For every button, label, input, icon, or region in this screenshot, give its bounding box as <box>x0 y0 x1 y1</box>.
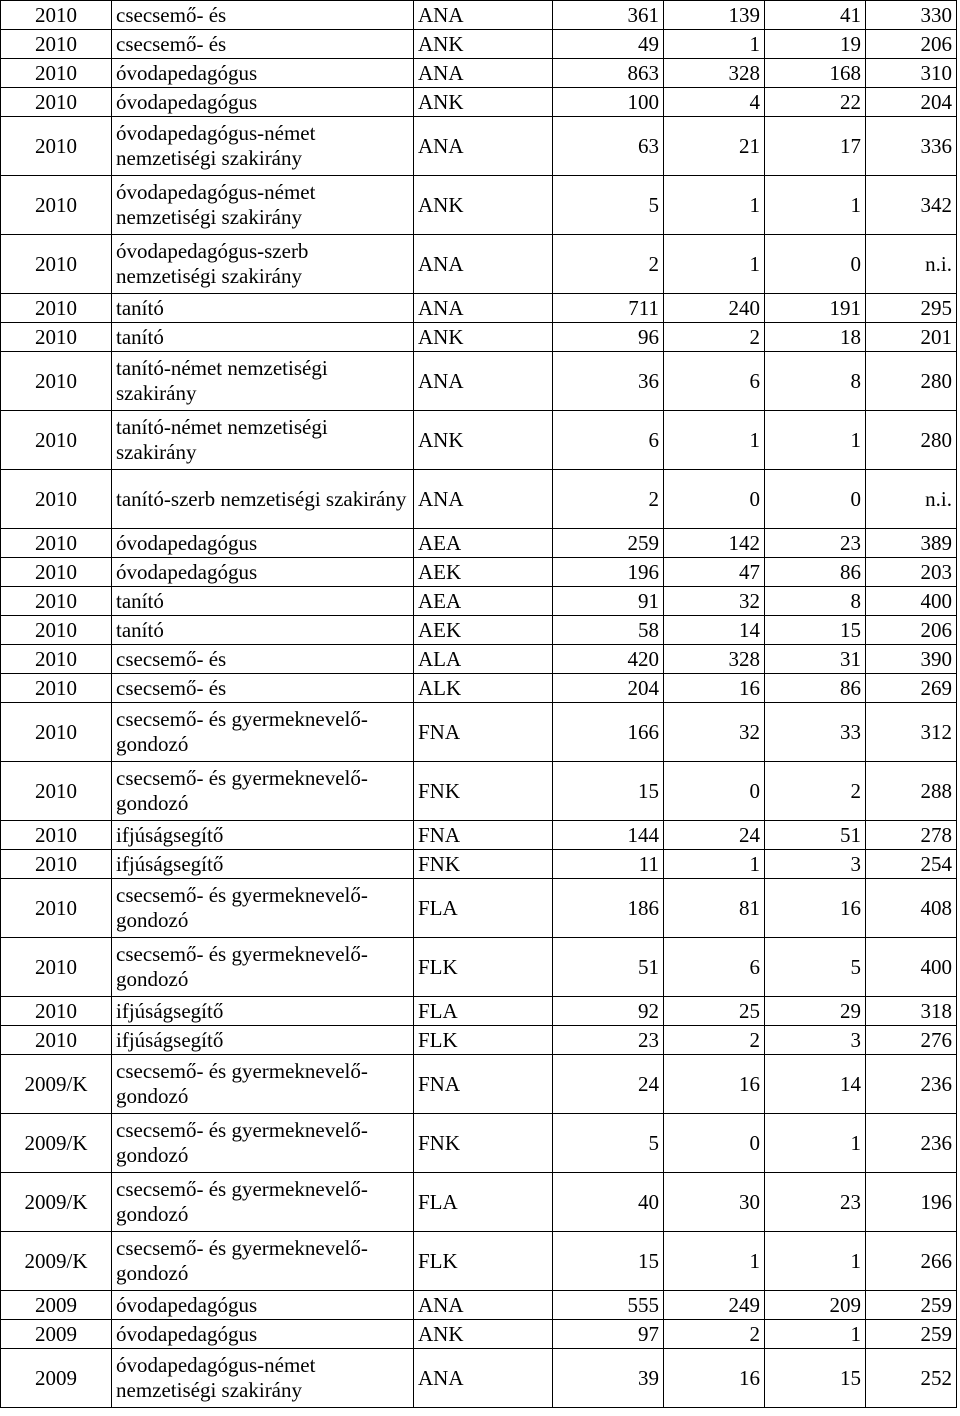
value-cell-1: 92 <box>553 997 664 1026</box>
program-cell: ifjúságsegítő <box>112 1026 414 1055</box>
value-cell-4: 400 <box>866 587 957 616</box>
program-cell: csecsemő- és <box>112 30 414 59</box>
code-cell: ANA <box>414 117 553 176</box>
value-cell-2: 1 <box>664 235 765 294</box>
year-cell: 2010 <box>1 117 112 176</box>
value-cell-2: 1 <box>664 1232 765 1291</box>
year-cell: 2010 <box>1 176 112 235</box>
year-cell: 2010 <box>1 938 112 997</box>
value-cell-3: 1 <box>765 1320 866 1349</box>
value-cell-1: 420 <box>553 645 664 674</box>
value-cell-1: 51 <box>553 938 664 997</box>
value-cell-1: 91 <box>553 587 664 616</box>
value-cell-4: 206 <box>866 30 957 59</box>
year-cell: 2010 <box>1 30 112 59</box>
value-cell-4: 330 <box>866 1 957 30</box>
value-cell-1: 361 <box>553 1 664 30</box>
value-cell-2: 0 <box>664 762 765 821</box>
value-cell-4: 342 <box>866 176 957 235</box>
year-cell: 2010 <box>1 616 112 645</box>
table-row <box>1 1026 957 1055</box>
value-cell-3: 17 <box>765 117 866 176</box>
program-cell: óvodapedagógus-szerb nemzetiségi szakirány <box>112 235 414 294</box>
program-cell: óvodapedagógus <box>112 558 414 587</box>
code-cell: ANK <box>414 411 553 470</box>
value-cell-4: 236 <box>866 1055 957 1114</box>
table-row <box>1 1173 957 1232</box>
table-row <box>1 1114 957 1173</box>
value-cell-3: 31 <box>765 645 866 674</box>
year-cell: 2010 <box>1 703 112 762</box>
program-cell: csecsemő- és <box>112 1 414 30</box>
table-row <box>1 30 957 59</box>
value-cell-4: 236 <box>866 1114 957 1173</box>
year-cell: 2010 <box>1 1026 112 1055</box>
program-cell: óvodapedagógus <box>112 1291 414 1320</box>
value-cell-3: 19 <box>765 30 866 59</box>
year-cell: 2010 <box>1 821 112 850</box>
value-cell-2: 2 <box>664 1026 765 1055</box>
year-cell: 2009/K <box>1 1173 112 1232</box>
value-cell-4: 318 <box>866 997 957 1026</box>
program-cell: csecsemő- és <box>112 674 414 703</box>
value-cell-3: 41 <box>765 1 866 30</box>
program-cell: tanító <box>112 294 414 323</box>
table-row <box>1 88 957 117</box>
program-cell: csecsemő- és gyermeknevelő-gondozó <box>112 1114 414 1173</box>
code-cell: ANA <box>414 1349 553 1408</box>
value-cell-3: 23 <box>765 529 866 558</box>
value-cell-2: 139 <box>664 1 765 30</box>
value-cell-3: 5 <box>765 938 866 997</box>
value-cell-3: 86 <box>765 558 866 587</box>
value-cell-1: 58 <box>553 616 664 645</box>
value-cell-2: 1 <box>664 176 765 235</box>
value-cell-1: 96 <box>553 323 664 352</box>
code-cell: ALA <box>414 645 553 674</box>
value-cell-2: 4 <box>664 88 765 117</box>
table-row <box>1 176 957 235</box>
value-cell-2: 1 <box>664 411 765 470</box>
program-cell: ifjúságsegítő <box>112 997 414 1026</box>
table-row <box>1 1232 957 1291</box>
value-cell-2: 142 <box>664 529 765 558</box>
code-cell: FLK <box>414 1232 553 1291</box>
program-cell: csecsemő- és gyermeknevelő-gondozó <box>112 1173 414 1232</box>
value-cell-2: 16 <box>664 1055 765 1114</box>
table-row <box>1 117 957 176</box>
table-row <box>1 1055 957 1114</box>
year-cell: 2010 <box>1 997 112 1026</box>
value-cell-2: 16 <box>664 674 765 703</box>
value-cell-4: 280 <box>866 411 957 470</box>
value-cell-4: n.i. <box>866 235 957 294</box>
value-cell-1: 100 <box>553 88 664 117</box>
table-body <box>1 1 957 1408</box>
program-cell: tanító-szerb nemzetiségi szakirány <box>112 470 414 529</box>
code-cell: FNA <box>414 821 553 850</box>
program-cell: óvodapedagógus-német nemzetiségi szakirány <box>112 176 414 235</box>
value-cell-1: 2 <box>553 470 664 529</box>
value-cell-3: 51 <box>765 821 866 850</box>
value-cell-3: 86 <box>765 674 866 703</box>
year-cell: 2010 <box>1 762 112 821</box>
code-cell: AEK <box>414 616 553 645</box>
value-cell-4: 196 <box>866 1173 957 1232</box>
value-cell-1: 555 <box>553 1291 664 1320</box>
program-cell: csecsemő- és gyermeknevelő-gondozó <box>112 1232 414 1291</box>
value-cell-4: 408 <box>866 879 957 938</box>
program-cell: csecsemő- és gyermeknevelő-gondozó <box>112 938 414 997</box>
code-cell: ANA <box>414 235 553 294</box>
year-cell: 2010 <box>1 294 112 323</box>
value-cell-3: 22 <box>765 88 866 117</box>
table-row <box>1 323 957 352</box>
value-cell-2: 16 <box>664 1349 765 1408</box>
code-cell: AEA <box>414 587 553 616</box>
value-cell-2: 249 <box>664 1291 765 1320</box>
value-cell-3: 191 <box>765 294 866 323</box>
program-cell: ifjúságsegítő <box>112 850 414 879</box>
value-cell-2: 32 <box>664 587 765 616</box>
value-cell-4: 266 <box>866 1232 957 1291</box>
value-cell-3: 8 <box>765 352 866 411</box>
code-cell: ANK <box>414 88 553 117</box>
year-cell: 2010 <box>1 352 112 411</box>
value-cell-3: 0 <box>765 470 866 529</box>
value-cell-3: 15 <box>765 616 866 645</box>
year-cell: 2010 <box>1 1 112 30</box>
table-row <box>1 1 957 30</box>
program-cell: óvodapedagógus-német nemzetiségi szakirány <box>112 1349 414 1408</box>
year-cell: 2009/K <box>1 1232 112 1291</box>
value-cell-3: 33 <box>765 703 866 762</box>
code-cell: FLA <box>414 879 553 938</box>
value-cell-2: 14 <box>664 616 765 645</box>
year-cell: 2010 <box>1 59 112 88</box>
value-cell-3: 14 <box>765 1055 866 1114</box>
value-cell-4: 280 <box>866 352 957 411</box>
value-cell-2: 24 <box>664 821 765 850</box>
code-cell: ANK <box>414 176 553 235</box>
year-cell: 2009/K <box>1 1055 112 1114</box>
value-cell-4: 336 <box>866 117 957 176</box>
value-cell-2: 240 <box>664 294 765 323</box>
value-cell-4: 269 <box>866 674 957 703</box>
value-cell-3: 1 <box>765 176 866 235</box>
program-cell: tanító <box>112 323 414 352</box>
table-row <box>1 1320 957 1349</box>
value-cell-3: 8 <box>765 587 866 616</box>
year-cell: 2010 <box>1 411 112 470</box>
value-cell-2: 47 <box>664 558 765 587</box>
code-cell: ANA <box>414 59 553 88</box>
value-cell-4: 259 <box>866 1291 957 1320</box>
value-cell-3: 2 <box>765 762 866 821</box>
code-cell: FNA <box>414 703 553 762</box>
value-cell-1: 15 <box>553 762 664 821</box>
value-cell-1: 24 <box>553 1055 664 1114</box>
value-cell-3: 15 <box>765 1349 866 1408</box>
value-cell-3: 168 <box>765 59 866 88</box>
code-cell: ANA <box>414 352 553 411</box>
value-cell-3: 1 <box>765 1232 866 1291</box>
program-cell: tanító <box>112 587 414 616</box>
value-cell-2: 30 <box>664 1173 765 1232</box>
code-cell: ANK <box>414 323 553 352</box>
value-cell-1: 863 <box>553 59 664 88</box>
value-cell-1: 5 <box>553 1114 664 1173</box>
year-cell: 2009 <box>1 1349 112 1408</box>
value-cell-2: 2 <box>664 323 765 352</box>
program-cell: csecsemő- és <box>112 645 414 674</box>
program-cell: csecsemő- és gyermeknevelő-gondozó <box>112 879 414 938</box>
value-cell-4: 312 <box>866 703 957 762</box>
table-row <box>1 294 957 323</box>
code-cell: FLK <box>414 938 553 997</box>
value-cell-4: 400 <box>866 938 957 997</box>
program-cell: óvodapedagógus <box>112 88 414 117</box>
value-cell-4: 278 <box>866 821 957 850</box>
program-cell: csecsemő- és gyermeknevelő-gondozó <box>112 762 414 821</box>
value-cell-4: 201 <box>866 323 957 352</box>
value-cell-1: 15 <box>553 1232 664 1291</box>
value-cell-4: 259 <box>866 1320 957 1349</box>
value-cell-4: 254 <box>866 850 957 879</box>
year-cell: 2010 <box>1 674 112 703</box>
table-row <box>1 850 957 879</box>
table-row <box>1 59 957 88</box>
program-cell: tanító-német nemzetiségi szakirány <box>112 352 414 411</box>
program-cell: óvodapedagógus <box>112 1320 414 1349</box>
program-cell: tanító <box>112 616 414 645</box>
value-cell-3: 0 <box>765 235 866 294</box>
value-cell-3: 209 <box>765 1291 866 1320</box>
value-cell-1: 97 <box>553 1320 664 1349</box>
value-cell-1: 5 <box>553 176 664 235</box>
year-cell: 2010 <box>1 558 112 587</box>
value-cell-4: 206 <box>866 616 957 645</box>
year-cell: 2010 <box>1 879 112 938</box>
value-cell-1: 259 <box>553 529 664 558</box>
year-cell: 2009/K <box>1 1114 112 1173</box>
value-cell-1: 40 <box>553 1173 664 1232</box>
value-cell-1: 2 <box>553 235 664 294</box>
value-cell-4: 295 <box>866 294 957 323</box>
year-cell: 2010 <box>1 470 112 529</box>
code-cell: FNK <box>414 850 553 879</box>
year-cell: 2010 <box>1 323 112 352</box>
code-cell: ALK <box>414 674 553 703</box>
code-cell: ANA <box>414 294 553 323</box>
value-cell-4: 252 <box>866 1349 957 1408</box>
program-cell: ifjúságsegítő <box>112 821 414 850</box>
value-cell-3: 18 <box>765 323 866 352</box>
value-cell-1: 6 <box>553 411 664 470</box>
code-cell: FNK <box>414 762 553 821</box>
value-cell-2: 1 <box>664 30 765 59</box>
code-cell: AEA <box>414 529 553 558</box>
value-cell-1: 196 <box>553 558 664 587</box>
value-cell-4: 390 <box>866 645 957 674</box>
table-row <box>1 587 957 616</box>
value-cell-1: 711 <box>553 294 664 323</box>
value-cell-3: 3 <box>765 1026 866 1055</box>
value-cell-1: 204 <box>553 674 664 703</box>
code-cell: AEK <box>414 558 553 587</box>
value-cell-2: 21 <box>664 117 765 176</box>
value-cell-1: 23 <box>553 1026 664 1055</box>
table-row <box>1 1291 957 1320</box>
code-cell: FNK <box>414 1114 553 1173</box>
year-cell: 2010 <box>1 529 112 558</box>
table-row <box>1 558 957 587</box>
table-row <box>1 879 957 938</box>
value-cell-2: 6 <box>664 938 765 997</box>
table-row <box>1 645 957 674</box>
value-cell-2: 328 <box>664 59 765 88</box>
year-cell: 2010 <box>1 235 112 294</box>
program-cell: óvodapedagógus-német nemzetiségi szakirány <box>112 117 414 176</box>
value-cell-1: 166 <box>553 703 664 762</box>
value-cell-2: 0 <box>664 470 765 529</box>
value-cell-2: 1 <box>664 850 765 879</box>
code-cell: FLA <box>414 1173 553 1232</box>
value-cell-1: 36 <box>553 352 664 411</box>
table-row <box>1 616 957 645</box>
value-cell-1: 49 <box>553 30 664 59</box>
code-cell: FLA <box>414 997 553 1026</box>
table-row <box>1 938 957 997</box>
value-cell-4: 389 <box>866 529 957 558</box>
year-cell: 2010 <box>1 645 112 674</box>
code-cell: FNA <box>414 1055 553 1114</box>
table-row <box>1 470 957 529</box>
value-cell-4: 310 <box>866 59 957 88</box>
code-cell: ANA <box>414 1 553 30</box>
value-cell-2: 6 <box>664 352 765 411</box>
year-cell: 2009 <box>1 1320 112 1349</box>
table-row <box>1 411 957 470</box>
table-row <box>1 762 957 821</box>
table-row <box>1 674 957 703</box>
value-cell-3: 29 <box>765 997 866 1026</box>
program-cell: tanító-német nemzetiségi szakirány <box>112 411 414 470</box>
table-row <box>1 1349 957 1408</box>
program-cell: csecsemő- és gyermeknevelő-gondozó <box>112 1055 414 1114</box>
year-cell: 2010 <box>1 587 112 616</box>
year-cell: 2010 <box>1 850 112 879</box>
code-cell: ANK <box>414 30 553 59</box>
value-cell-1: 63 <box>553 117 664 176</box>
code-cell: ANA <box>414 470 553 529</box>
value-cell-4: 204 <box>866 88 957 117</box>
program-cell: óvodapedagógus <box>112 59 414 88</box>
year-cell: 2009 <box>1 1291 112 1320</box>
value-cell-4: n.i. <box>866 470 957 529</box>
value-cell-1: 186 <box>553 879 664 938</box>
table-row <box>1 529 957 558</box>
code-cell: FLK <box>414 1026 553 1055</box>
program-cell: óvodapedagógus <box>112 529 414 558</box>
value-cell-2: 328 <box>664 645 765 674</box>
value-cell-3: 1 <box>765 1114 866 1173</box>
table-row <box>1 821 957 850</box>
code-cell: ANA <box>414 1291 553 1320</box>
value-cell-2: 32 <box>664 703 765 762</box>
year-cell: 2010 <box>1 88 112 117</box>
value-cell-4: 203 <box>866 558 957 587</box>
value-cell-2: 2 <box>664 1320 765 1349</box>
value-cell-3: 3 <box>765 850 866 879</box>
value-cell-2: 81 <box>664 879 765 938</box>
code-cell: ANK <box>414 1320 553 1349</box>
table-row <box>1 352 957 411</box>
table-row <box>1 703 957 762</box>
value-cell-1: 39 <box>553 1349 664 1408</box>
value-cell-4: 288 <box>866 762 957 821</box>
table-row <box>1 235 957 294</box>
value-cell-2: 25 <box>664 997 765 1026</box>
table-row <box>1 997 957 1026</box>
value-cell-1: 144 <box>553 821 664 850</box>
value-cell-1: 11 <box>553 850 664 879</box>
value-cell-3: 23 <box>765 1173 866 1232</box>
value-cell-3: 1 <box>765 411 866 470</box>
value-cell-3: 16 <box>765 879 866 938</box>
value-cell-4: 276 <box>866 1026 957 1055</box>
value-cell-2: 0 <box>664 1114 765 1173</box>
program-cell: csecsemő- és gyermeknevelő-gondozó <box>112 703 414 762</box>
